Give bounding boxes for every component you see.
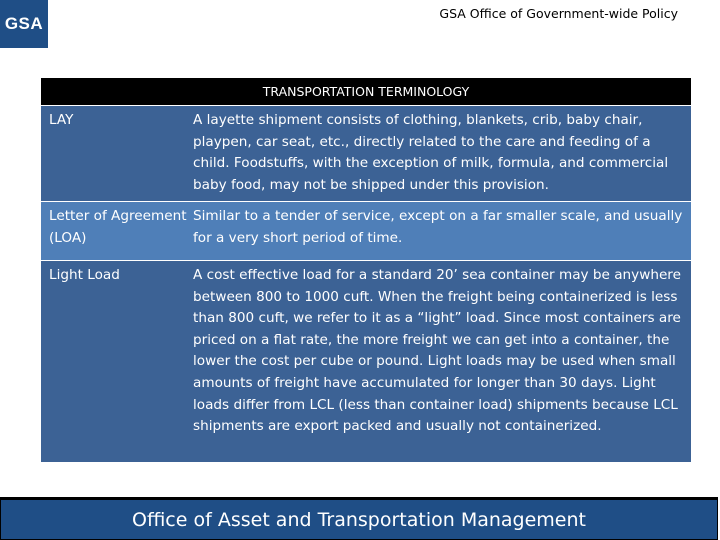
table-title: TRANSPORTATION TERMINOLOGY: [41, 78, 691, 105]
header-title: GSA Office of Government-wide Policy: [439, 6, 678, 21]
terminology-table: [41, 78, 691, 462]
definition-cell: A layette shipment consists of clothing, blankets, crib, baby chair, playpen, car seat, etc., directly related to the care and feeding of a child. Foodstuffs, with the exception of milk, formula, and commercial baby food, may not be shipped under this provision.: [193, 112, 669, 193]
term-cell: Light Load: [49, 267, 120, 283]
gsa-logo: [0, 0, 48, 48]
definition-cell: A cost effective load for a standard 20’ sea container may be anywhere between 800 to 1000 cuft. When the freight being containerized is less than 800 cuft, we refer to it as a “light” load. Since most containers are priced on a flat rate, the more freight we can get into a container, the lower the cost per cube or pound. Light loads may be used when small amounts of freight have accumulated for longer than 30 days. Light loads differ from LCL (less than container load) shipments because LCL shipments are export packed and usually not containerized.: [193, 267, 681, 435]
gsa-logo-text: GSA: [4, 14, 44, 33]
definition-cell: Similar to a tender of service, except on a far smaller scale, and usually for a very short period of time.: [193, 208, 683, 246]
table-row: [41, 260, 691, 462]
term-cell: LAY: [49, 112, 74, 128]
footer-banner: Office of Asset and Transportation Management: [0, 497, 718, 540]
term-cell: Letter of Agreement (LOA): [49, 208, 187, 246]
table-row: [41, 105, 691, 201]
table-row: [41, 201, 691, 260]
